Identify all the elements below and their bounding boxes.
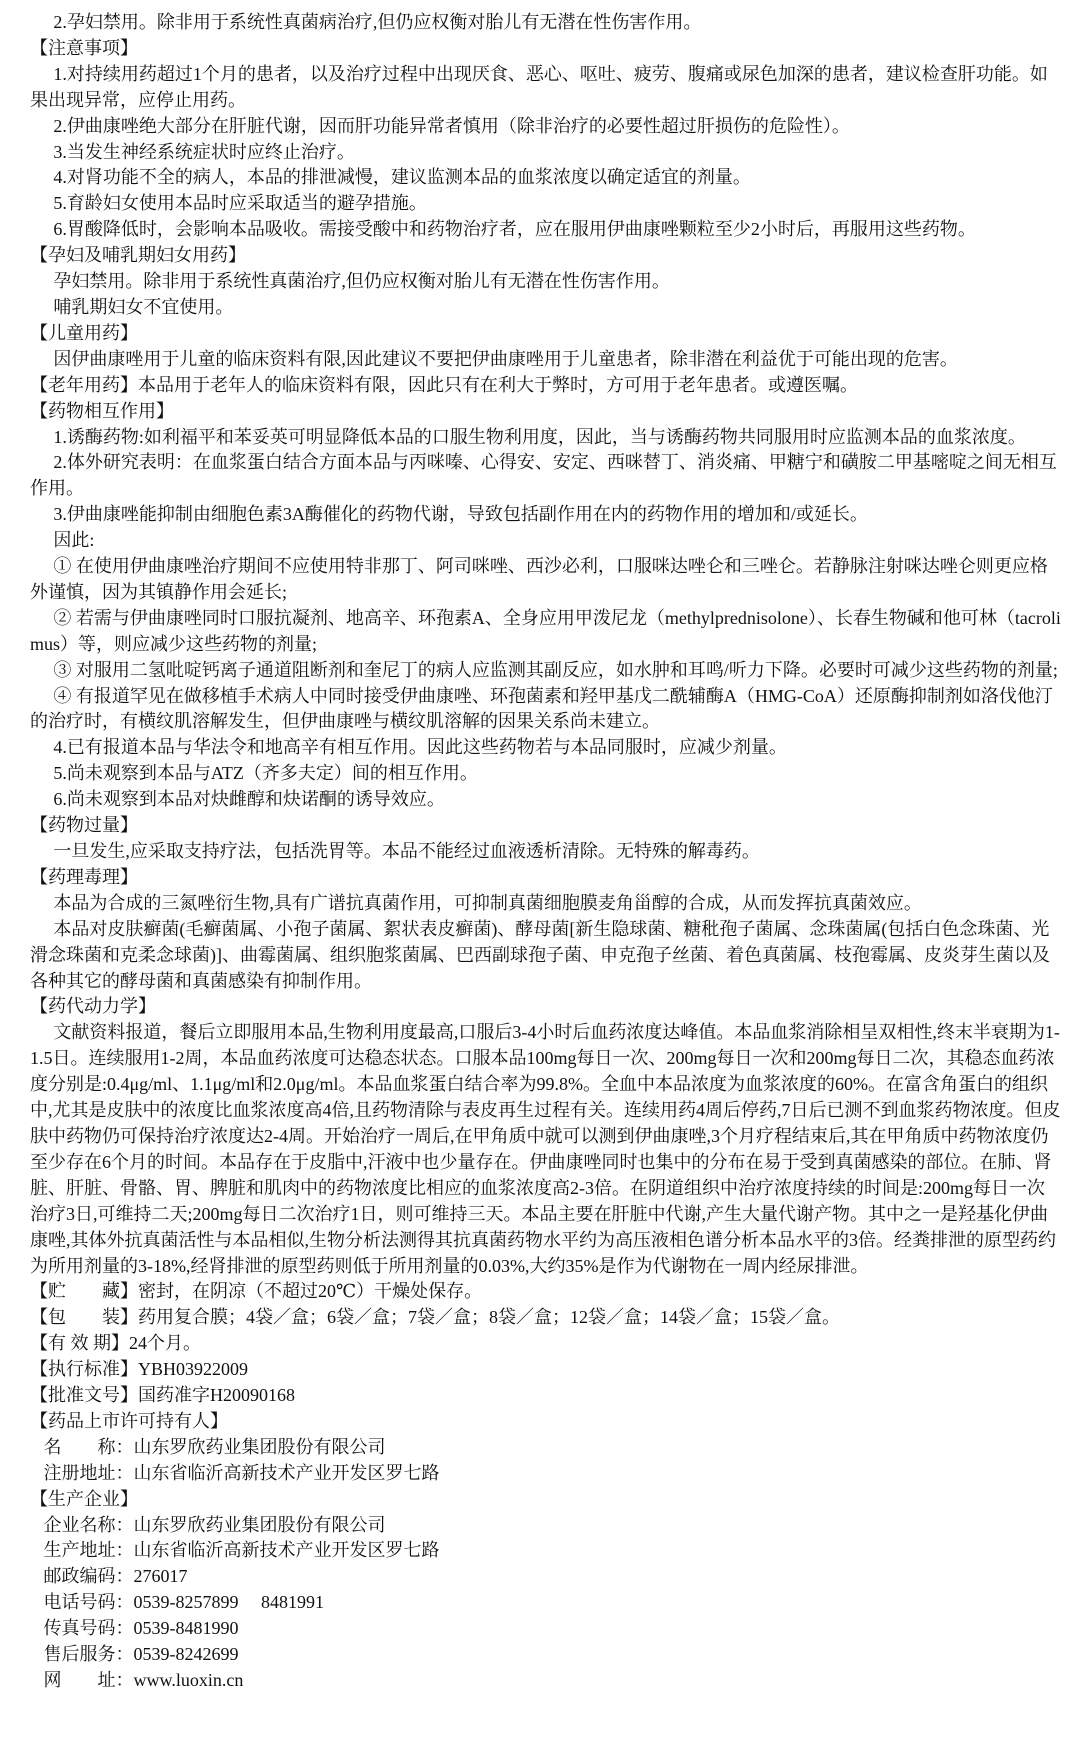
- paragraph: ③ 对服用二氢吡啶钙离子通道阻断剂和奎尼丁的病人应监测其副反应，如水肿和耳鸣/听力下降。必要时可减少这些药物的剂量;: [53, 659, 1058, 680]
- section-heading: 【药代动力学】: [30, 996, 156, 1017]
- paragraph: 1.诱酶药物:如利福平和苯妥英可明显降低本品的口服生物利用度，因此，当与诱酶药物共同服用时应监测本品的血浆浓度。: [53, 426, 1026, 447]
- section-heading: 【儿童用药】: [30, 322, 138, 343]
- paragraph: 电话号码：0539-8257899 8481991: [43, 1592, 324, 1613]
- section-heading: 【孕妇及哺乳期妇女用药】: [30, 245, 246, 266]
- paragraph: 2.伊曲康唑绝大部分在肝脏代谢，因而肝功能异常者慎用（除非治疗的必要性超过肝损伤的危险性）。: [53, 115, 850, 136]
- paragraph: 5.尚未观察到本品与ATZ（齐多夫定）间的相互作用。: [53, 763, 478, 784]
- paragraph: 【批准文号】国药准字H20090168: [30, 1385, 295, 1406]
- paragraph: 【老年用药】本品用于老年人的临床资料有限，因此只有在利大于弊时，方可用于老年患者。或遵医嘱。: [30, 374, 858, 395]
- paragraph: 文献资料报道，餐后立即服用本品,生物利用度最高,口服后3-4小时后血药浓度达峰值。本品血浆消除相呈双相性,终末半衰期为1-1.5日。连续服用1-2周，本品血药浓度可达稳态状态。口服本品100mg每日一次、200mg每日一次和200mg每日二次，其稳态血药浓度分别是:0.4μg/ml、1.1μg/ml和2.0μg/ml。本品血浆蛋白结合率为99.8%。全血中本品浓度为血浆浓度的60%。在富含角蛋白的组织中,尤其是皮肤中的浓度比血浆浓度高4倍,且药物清除与表皮再生过程有关。连续用药4周后停药,7日后已测不到血浆药物浓度。但皮肤中药物仍可保持治疗浓度达2-4周。开始治疗一周后,在甲角质中就可以测到伊曲康唑,3个月疗程结束后,其在甲角质中药物浓度仍至少存在6个月的时间。本品存在于皮脂中,汗液中也少量存在。伊曲康唑同时也集中的分布在易于受到真菌感染的部位。在肺、肾脏、肝脏、骨骼、胃、脾脏和肌肉中的药物浓度比相应的血浆浓度高2-3倍。在阴道组织中治疗浓度持续的时间是:200mg每日一次治疗3日,可维持二天;200mg每日二次治疗1日，则可维持三天。本品主要在肝脏中代谢,产生大量代谢产物。其中之一是羟基化伊曲康唑,其体外抗真菌活性与本品相似,生物分析法测得其抗真菌药物水平约为高压液相色谱分析本品水平的3倍。经粪排泄的原型药约为所用剂量的3-18%,经肾排泄的原型药则低于所用剂量的0.03%,大约35%是作为代谢物在一周内经尿排泄。: [30, 1022, 1061, 1276]
- paragraph: 邮政编码：276017: [43, 1566, 188, 1587]
- paragraph: 【贮 藏】密封，在阴凉（不超过20℃）干燥处保存。: [30, 1281, 483, 1302]
- paragraph: 传真号码：0539-8481990: [43, 1618, 239, 1639]
- paragraph: 【包 装】药用复合膜；4袋／盒；6袋／盒；7袋／盒；8袋／盒；12袋／盒；14袋／盒；15袋／盒。: [30, 1307, 840, 1328]
- paragraph: 6.胃酸降低时，会影响本品吸收。需接受酸中和药物治疗者，应在服用伊曲康唑颗粒至少2小时后，再服用这些药物。: [53, 219, 976, 240]
- paragraph: ② 若需与伊曲康唑同时口服抗凝剂、地高辛、环孢素A、全身应用甲泼尼龙（methylprednisolone）、长春生物碱和他可林（tacrolimus）等，则应减少这些药物的剂量;: [30, 607, 1061, 654]
- paragraph: 本品为合成的三氮唑衍生物,具有广谱抗真菌作用，可抑制真菌细胞膜麦角甾醇的合成，从而发挥抗真菌效应。: [53, 892, 922, 913]
- paragraph: 【有 效 期】24个月。: [30, 1333, 201, 1354]
- paragraph: 6.尚未观察到本品对炔雌醇和炔诺酮的诱导效应。: [53, 789, 445, 810]
- paragraph: 一旦发生,应采取支持疗法，包括洗胃等。本品不能经过血液透析清除。无特殊的解毒药。: [53, 841, 760, 861]
- paragraph: 孕妇禁用。除非用于系统性真菌治疗,但仍应权衡对胎儿有无潜在性伤害作用。: [53, 271, 670, 292]
- paragraph: 因伊曲康唑用于儿童的临床资料有限,因此建议不要把伊曲康唑用于儿童患者，除非潜在利益优于可能出现的危害。: [53, 348, 958, 369]
- section-heading: 【药物相互作用】: [30, 400, 174, 421]
- paragraph: 1.对持续用药超过1个月的患者，以及治疗过程中出现厌食、恶心、呕吐、疲劳、腹痛或尿色加深的患者，建议检查肝功能。如果出现异常，应停止用药。: [30, 63, 1048, 110]
- paragraph: 4.对肾功能不全的病人，本品的排泄减慢，建议监测本品的血浆浓度以确定适宜的剂量。: [53, 167, 751, 188]
- paragraph: 网 址：www.luoxin.cn: [43, 1670, 244, 1690]
- section-heading: 【生产企业】: [30, 1488, 138, 1509]
- paragraph: 【执行标准】YBH03922009: [30, 1359, 249, 1380]
- paragraph: 企业名称：山东罗欣药业集团股份有限公司: [43, 1514, 386, 1535]
- paragraph: 2.孕妇禁用。除非用于系统性真菌病治疗,但仍应权衡对胎儿有无潜在性伤害作用。: [53, 12, 702, 32]
- paragraph: 3.伊曲康唑能抑制由细胞色素3A酶催化的药物代谢，导致包括副作用在内的药物作用的增加和/或延长。: [53, 504, 868, 525]
- paragraph: 3.当发生神经系统症状时应终止治疗。: [53, 141, 355, 162]
- paragraph: ④ 有报道罕见在做移植手术病人中同时接受伊曲康唑、环孢菌素和羟甲基戊二酰辅酶A（HMG-CoA）还原酶抑制剂如洛伐他汀的治疗时，有横纹肌溶解发生，但伊曲康唑与横纹肌溶解的因果关系尚未建立。: [30, 685, 1053, 732]
- paragraph: 5.育龄妇女使用本品时应采取适当的避孕措施。: [53, 193, 427, 214]
- section-heading: 【注意事项】: [30, 37, 138, 58]
- paragraph: 售后服务：0539-8242699: [43, 1644, 239, 1665]
- section-heading: 【药物过量】: [30, 815, 138, 836]
- paragraph: ① 在使用伊曲康唑治疗期间不应使用特非那丁、阿司咪唑、西沙必利，口服咪达唑仑和三唑仑。若静脉注射咪达唑仑则更应格外谨慎，因为其镇静作用会延长;: [30, 556, 1048, 602]
- paragraph: 生产地址：山东省临沂高新技术产业开发区罗七路: [43, 1540, 440, 1561]
- paragraph: 2.体外研究表明：在血浆蛋白结合方面本品与丙咪嗪、心得安、安定、西咪替丁、消炎痛、甲糖宁和磺胺二甲基嘧啶之间无相互作用。: [30, 452, 1057, 499]
- section-heading: 【药品上市许可持有人】: [30, 1410, 228, 1431]
- paragraph: 4.已有报道本品与华法令和地高辛有相互作用。因此这些药物若与本品同服时，应减少剂量。: [53, 737, 787, 758]
- document-body: [30, 10, 1062, 1694]
- paragraph: 本品对皮肤癣菌(毛癣菌属、小孢子菌属、絮状表皮癣菌)、酵母菌[新生隐球菌、糖秕孢子菌属、念珠菌属(包括白色念珠菌、光滑念珠菌和克柔念球菌)]、曲霉菌属、组织胞浆菌属、巴西副球孢子菌、申克孢子丝菌、着色真菌属、枝孢霉属、皮炎芽生菌以及各种其它的酵母菌和真菌感染有抑制作用。: [30, 918, 1050, 991]
- paragraph: 名 称：山东罗欣药业集团股份有限公司: [43, 1436, 386, 1457]
- section-heading: 【药理毒理】: [30, 866, 138, 887]
- paragraph: 哺乳期妇女不宜使用。: [53, 296, 234, 317]
- paragraph: 因此:: [53, 530, 95, 551]
- paragraph: 注册地址：山东省临沂高新技术产业开发区罗七路: [43, 1462, 440, 1483]
